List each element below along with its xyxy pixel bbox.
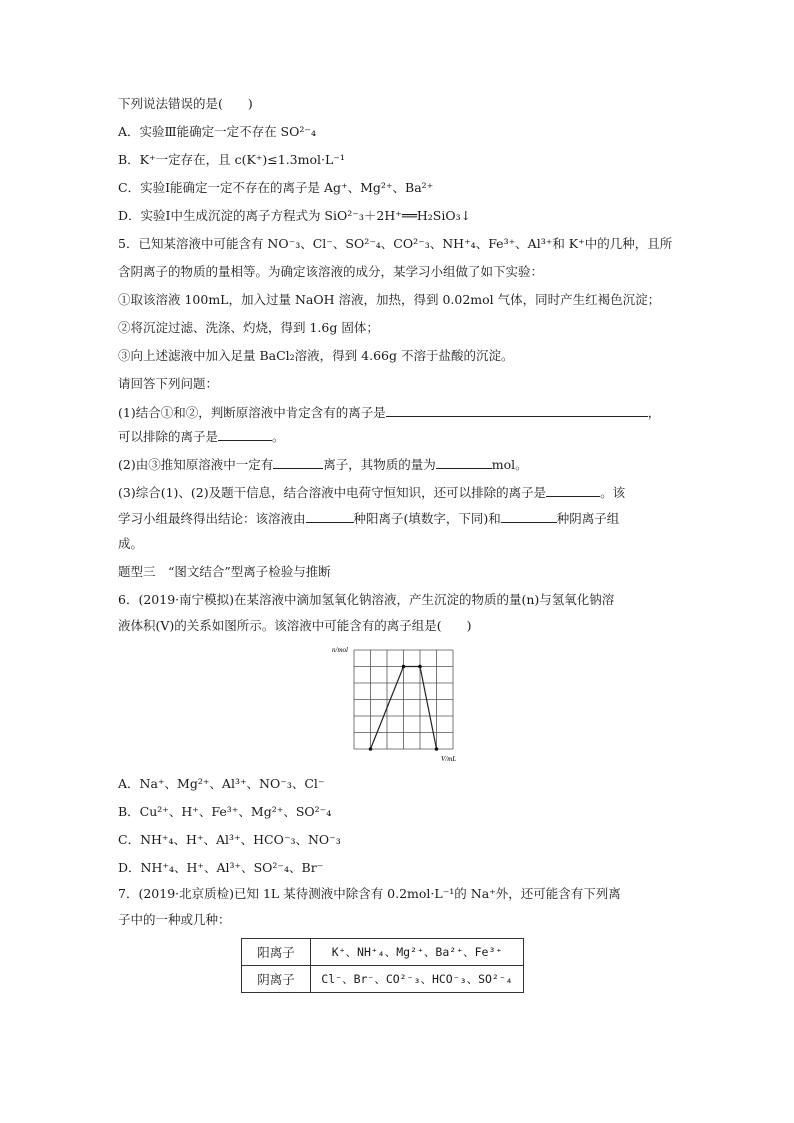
q4-option-d: D．实验Ⅰ中生成沉淀的离子方程式为 SiO²⁻₃＋2H⁺══H₂SiO₃↓ (118, 208, 472, 223)
q5-part-1-line-2 (118, 428, 285, 445)
q5-p2-text-2: 离子，其物质的量为 (323, 457, 436, 472)
chart-svg (332, 645, 472, 765)
q5-part-3-line-3: 成。 (118, 536, 144, 551)
q5-step-2: ②将沉淀过滤、洗涤、灼烧，得到 1.6g 固体； (118, 320, 379, 335)
q7-line-2: 子中的一种或几种： (118, 912, 231, 927)
q5-part-3-line-2 (118, 510, 619, 527)
data-point (402, 665, 406, 669)
q5-p3-text-3: 学习小组最终得出结论：该溶液由 (118, 511, 306, 526)
q7-line-1: 7．(2019·北京质检)已知 1L 某待测液中除含有 0.2mol·L⁻¹的 Na⁺外，还可能含有下列离 (118, 886, 621, 901)
q5-p2-text: (2)由③推知原溶液中一定有 (118, 457, 274, 472)
q5-step-1: ①取该溶液 100mL，加入过量 NaOH 溶液，加热，得到 0.02mol 气体，同时产生红褐色沉淀； (118, 292, 661, 307)
q5-line-1: 5．已知某溶液中可能含有 NO⁻₃、Cl⁻、SO²⁻₄、CO²⁻₃、NH⁺₄、Fe³⁺、Al³⁺和 K⁺中的几种，且所 (118, 236, 673, 251)
table-row (242, 939, 524, 966)
answer-blank[interactable] (546, 484, 600, 497)
q5-p1-text: (1)结合①和②，判断原溶液中肯定含有的离子是 (118, 405, 386, 420)
q5-step-3: ③向上述滤液中加入足量 BaCl₂溶液，得到 4.66g 不溶于盐酸的沉淀。 (118, 348, 514, 363)
data-point (418, 665, 422, 669)
q5-p3-text-5: 种阴离子组 (556, 511, 620, 526)
answer-blank[interactable] (273, 456, 323, 469)
y-axis-label: n/mol (332, 646, 348, 654)
q5-p1-end: 。 (272, 429, 285, 444)
q6-option-d: D．NH⁺₄、H⁺、Al³⁺、SO²⁻₄、Br⁻ (118, 860, 324, 875)
q5-line-2: 含阴离子的物质的量相等。为确定该溶液的成分，某学习小组做了如下实验： (118, 264, 544, 279)
answer-blank[interactable] (386, 404, 648, 417)
q5-p3-text-2: 。该 (600, 485, 626, 500)
q5-p2-unit: mol。 (491, 457, 528, 472)
q5-p3-text: (3)综合(1)、(2)及题干信息，结合溶液中电荷守恒知识，还可以排除的离子是 (118, 485, 547, 500)
q4-option-a: A．实验Ⅲ能确定一定不存在 SO²⁻₄ (118, 124, 316, 139)
table-cell: Cl⁻、Br⁻、CO²⁻₃、HCO⁻₃、SO²⁻₄ (311, 966, 524, 993)
q4-stem: 下列说法错误的是( ) (118, 96, 253, 111)
q6-option-a: A．Na⁺、Mg²⁺、Al³⁺、NO⁻₃、Cl⁻ (118, 776, 325, 791)
answer-blank[interactable] (218, 428, 272, 441)
q6-option-c: C．NH⁺₄、H⁺、Al³⁺、HCO⁻₃、NO⁻₃ (118, 832, 341, 847)
q6-line-2: 液体积(V)的关系如图所示。该溶液中可能含有的离子组是( ) (118, 618, 472, 633)
answer-blank[interactable] (436, 456, 492, 469)
q5-part-3-line-1 (118, 484, 625, 501)
table-cell: K⁺、NH⁺₄、Mg²⁺、Ba²⁺、Fe³⁺ (311, 939, 524, 966)
q5-part-1-line-1 (118, 404, 660, 421)
table-header-cell: 阴离子 (242, 966, 311, 993)
q5-p3-text-4: 种阳离子(填数字，下同)和 (353, 511, 501, 526)
q5-p1-text-2: 可以排除的离子是 (118, 429, 219, 444)
q5-p1-punct: ， (647, 405, 661, 420)
data-point (435, 747, 439, 751)
ion-table (241, 938, 524, 993)
answer-blank[interactable] (306, 510, 354, 523)
section-heading: 题型三 “图文结合”型离子检验与推断 (118, 564, 331, 579)
q5-part-2 (118, 456, 528, 473)
q5-ask: 请回答下列问题： (118, 376, 219, 391)
x-axis-label: V/mL (441, 755, 457, 763)
precipitate-chart (332, 645, 472, 765)
answer-blank[interactable] (501, 510, 557, 523)
data-point (369, 747, 373, 751)
q6-line-1: 6．(2019·南宁模拟)在某溶液中滴加氢氧化钠溶液，产生沉淀的物质的量(n)与氢氧化钠溶 (118, 592, 615, 607)
q4-option-b: B．K⁺一定存在，且 c(K⁺)≤1.3mol·L⁻¹ (118, 152, 345, 167)
q4-option-c: C．实验Ⅰ能确定一定不存在的离子是 Ag⁺、Mg²⁺、Ba²⁺ (118, 180, 434, 195)
table-row (242, 966, 524, 993)
q6-option-b: B．Cu²⁺、H⁺、Fe³⁺、Mg²⁺、SO²⁻₄ (118, 804, 332, 819)
table-header-cell: 阳离子 (242, 939, 311, 966)
